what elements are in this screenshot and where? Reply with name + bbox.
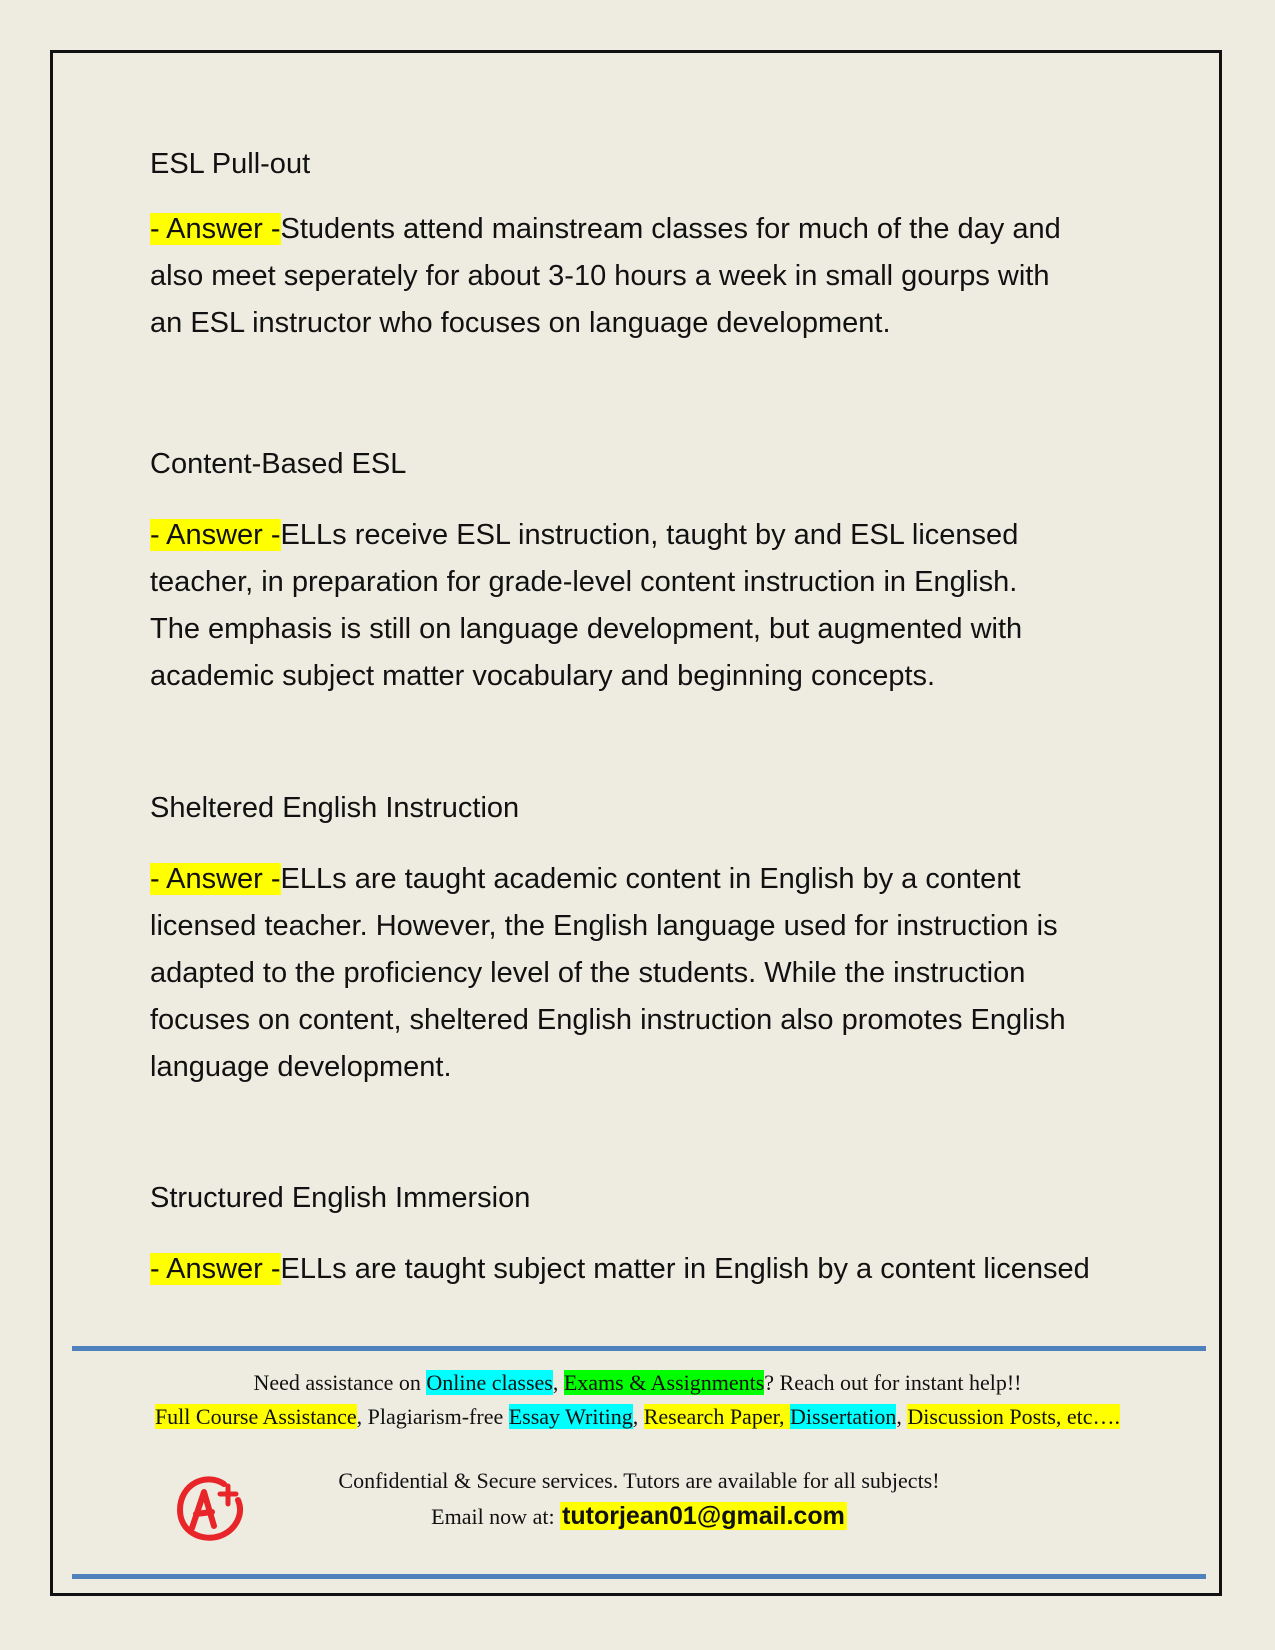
footer-top-rule <box>72 1346 1206 1351</box>
footer-text: , Plagiarism-free <box>356 1404 509 1429</box>
footer-line-2 <box>50 1404 1225 1430</box>
answer-line: academic subject matter vocabulary and beginning concepts. <box>150 660 936 692</box>
answer-line <box>150 1246 1140 1293</box>
answer-line <box>150 512 1140 559</box>
email-link[interactable]: tutorjean01@gmail.com <box>562 1502 845 1530</box>
answer-prefix-highlight: - Answer - <box>150 1253 281 1285</box>
footer-line-3: Confidential & Secure services. Tutors are available for all subjects! <box>338 1468 940 1493</box>
answer-line: licensed teacher. However, the English language used for instruction is <box>150 910 1058 942</box>
answer-block-1 <box>150 206 1140 347</box>
answer-block-4 <box>150 1246 1140 1293</box>
answer-prefix-highlight: - Answer - <box>150 519 281 551</box>
answer-prefix-highlight: - Answer - <box>150 213 281 245</box>
answer-line: language development. <box>150 1051 452 1083</box>
footer-text: ? Reach out for instant help!! <box>764 1370 1022 1395</box>
answer-line: teacher, in preparation for grade-level content instruction in English. <box>150 566 1018 598</box>
essay-writing-highlight: Essay Writing <box>508 1404 633 1429</box>
answer-block-2 <box>150 512 1140 700</box>
a-plus-grade-icon <box>172 1470 248 1546</box>
footer-text: , <box>896 1404 908 1429</box>
answer-line: adapted to the proficiency level of the students. While the instruction <box>150 957 1026 989</box>
answer-text: ELLs are taught academic content in English by a content <box>280 863 1021 895</box>
question-heading-3: Sheltered English Instruction <box>150 792 520 824</box>
question-heading-4: Structured English Immersion <box>150 1182 531 1214</box>
footer-bottom-rule <box>72 1574 1206 1579</box>
footer-line-1 <box>50 1370 1225 1396</box>
exams-assignments-highlight: Exams & Assignments <box>563 1370 765 1395</box>
footer-text: , <box>552 1370 564 1395</box>
footer-text: , <box>632 1404 644 1429</box>
answer-line <box>150 206 1140 253</box>
question-heading-1: ESL Pull-out <box>150 148 311 180</box>
answer-prefix-highlight: - Answer - <box>150 863 281 895</box>
footer-text: Need assistance on <box>253 1370 427 1395</box>
answer-text: ELLs receive ESL instruction, taught by and ESL licensed <box>280 519 1019 551</box>
answer-line: an ESL instructor who focuses on language development. <box>150 307 891 339</box>
online-classes-highlight: Online classes <box>426 1370 553 1395</box>
full-course-highlight: Full Course Assistance <box>154 1404 357 1429</box>
answer-line: The emphasis is still on language development, but augmented with <box>150 613 1023 645</box>
discussion-posts-highlight: Discussion Posts, etc…. <box>907 1404 1121 1429</box>
email-label: Email now at: <box>431 1504 561 1529</box>
answer-text: Students attend mainstream classes for much of the day and <box>280 213 1061 245</box>
question-heading-2: Content-Based ESL <box>150 448 407 480</box>
answer-block-3 <box>150 856 1140 1091</box>
answer-line: also meet seperately for about 3-10 hours a week in small gourps with <box>150 260 1050 292</box>
dissertation-highlight: Dissertation <box>790 1404 897 1429</box>
answer-line: focuses on content, sheltered English instruction also promotes English <box>150 1004 1066 1036</box>
answer-text: ELLs are taught subject matter in English by a content licensed <box>280 1253 1090 1285</box>
research-paper-highlight: Research Paper, <box>643 1404 791 1429</box>
answer-line <box>150 856 1140 903</box>
